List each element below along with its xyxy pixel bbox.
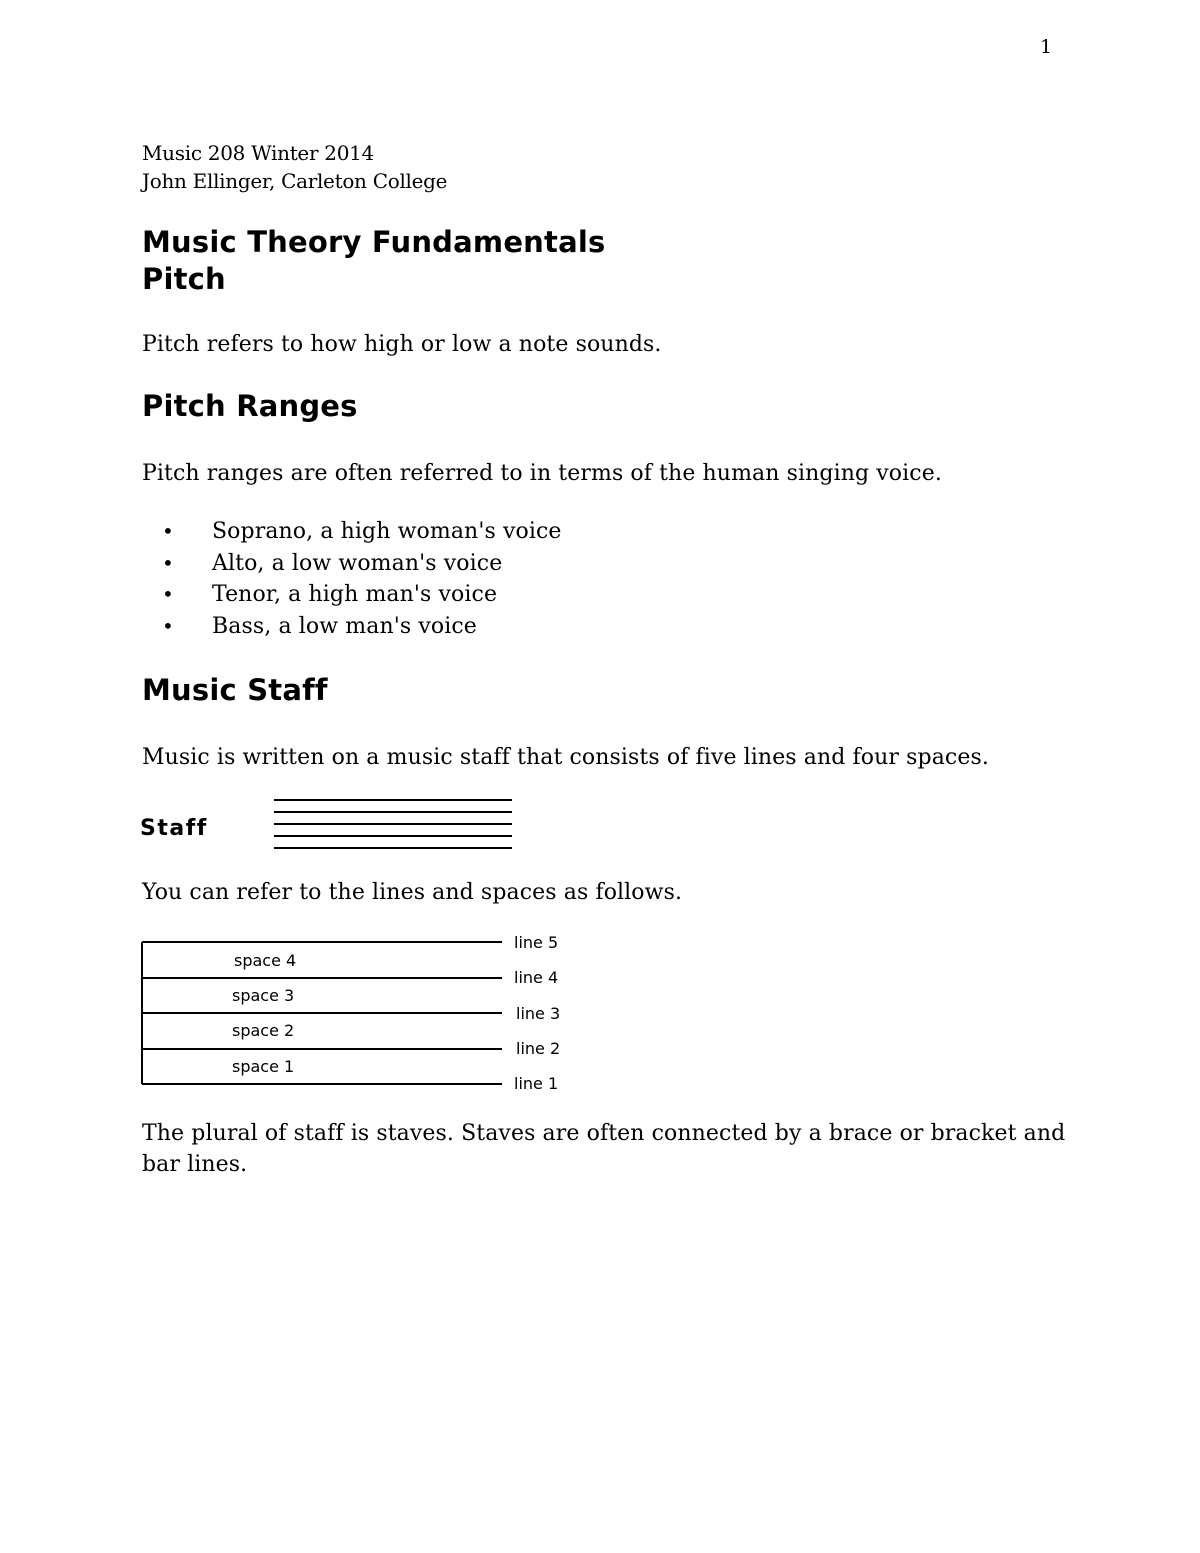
bullet-icon: • — [162, 519, 174, 543]
music-staff-heading: Music Staff — [142, 673, 328, 707]
pitch-ranges-heading: Pitch Ranges — [142, 389, 358, 423]
voice-list — [160, 516, 562, 642]
instructor-name: John Ellinger, Carleton College — [142, 169, 448, 193]
document-subtitle: Pitch — [142, 262, 226, 296]
staff-lines-spaces-diagram — [138, 928, 578, 1098]
bullet-icon: • — [162, 550, 174, 575]
course-title: Music 208 Winter 2014 — [142, 141, 374, 165]
staff-label: Staff — [140, 816, 208, 841]
pitch-definition: Pitch refers to how high or low a note sounds. — [142, 332, 662, 357]
space-3-label: space 3 — [232, 986, 295, 1005]
line-1-label: line 1 — [514, 1074, 559, 1093]
line-2-label: line 2 — [516, 1039, 561, 1058]
list-item — [160, 548, 562, 580]
music-staff-intro: Music is written on a music staff that consists of five lines and four spaces. — [142, 745, 989, 770]
voice-bass: Bass, a low man's voice — [212, 613, 477, 639]
line-4-label: line 4 — [514, 968, 559, 987]
page-number: 1 — [1040, 36, 1053, 58]
voice-tenor: Tenor, a high man's voice — [212, 582, 498, 607]
pitch-ranges-intro: Pitch ranges are often referred to in terms of the human singing voice. — [142, 461, 942, 486]
bullet-icon: • — [162, 613, 174, 638]
lines-spaces-intro: You can refer to the lines and spaces as follows. — [142, 880, 683, 905]
list-item — [160, 579, 562, 611]
voice-alto: Alto, a low woman's voice — [212, 550, 503, 576]
voice-soprano: Soprano, a high woman's voice — [212, 519, 562, 544]
space-4-label: space 4 — [234, 951, 297, 970]
line-3-label: line 3 — [516, 1004, 561, 1023]
list-item — [160, 516, 562, 548]
list-item — [160, 611, 562, 643]
space-2-label: space 2 — [232, 1021, 295, 1040]
staff-illustration — [272, 796, 516, 854]
staves-plural-note: The plural of staff is staves. Staves are often connected by a brace or bracket and bar lines. — [142, 1121, 1066, 1177]
space-1-label: space 1 — [232, 1057, 295, 1076]
bullet-icon: • — [162, 582, 174, 606]
line-5-label: line 5 — [514, 933, 559, 952]
document-title: Music Theory Fundamentals — [142, 225, 606, 259]
